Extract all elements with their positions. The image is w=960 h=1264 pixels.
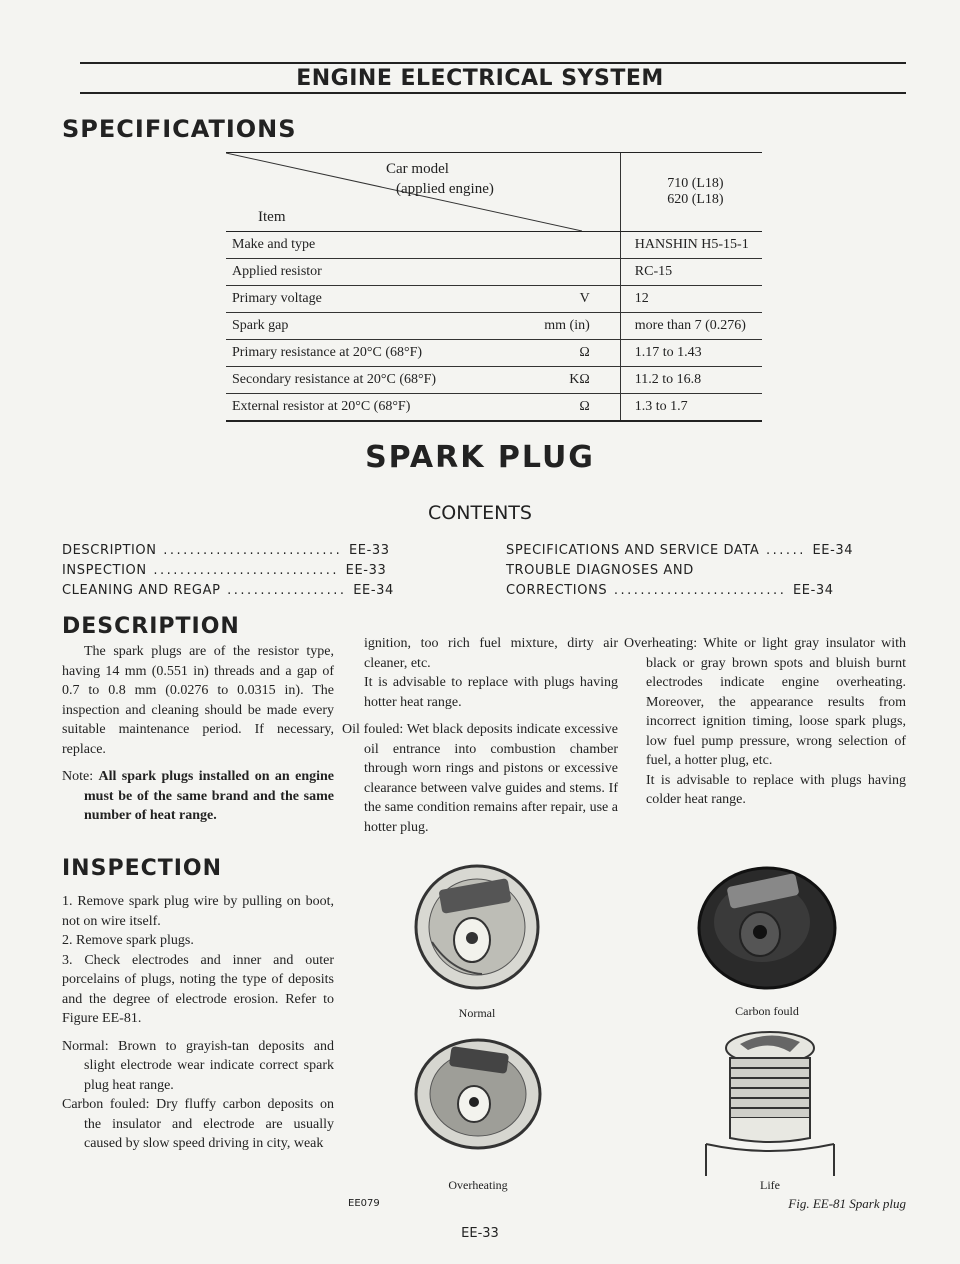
toc-label: CORRECTIONS: [506, 583, 608, 598]
table-row: [226, 286, 762, 313]
row-item: Make and type: [226, 232, 454, 259]
table-row: [226, 232, 762, 259]
row-item: Primary resistance at 20°C (68°F): [226, 340, 454, 367]
row-value: more than 7 (0.276): [620, 313, 762, 340]
right-column: [624, 634, 906, 818]
toc-page: EE-33: [345, 563, 387, 578]
row-unit: Ω: [454, 340, 621, 367]
description-body: The spark plugs are of the resistor type, having 14 mm (0.551 in) threads and a gap of 0.7 to 0.8 mm (0.0276 to 0.0315 in). The inspection and cleaning should be made every suitable maintenance period. If necessary, replace.: [62, 644, 334, 757]
section-title: SPARK PLUG: [365, 440, 595, 475]
row-unit: Ω: [454, 394, 621, 422]
toc-label: DESCRIPTION: [62, 543, 157, 558]
page-number: EE-33: [461, 1226, 499, 1241]
inspection-step: 1. Remove spark plug wire by pulling on boot, not on wire itself.: [62, 894, 334, 929]
inspection-step: 3. Check electrodes and inner and outer porcelains of plugs, noting the type of deposits and the degree of electrode erosion. Refer to Figure EE-81.: [62, 952, 334, 1026]
table-row: [226, 259, 762, 286]
note-label: Note:: [62, 769, 94, 784]
table-row: [226, 340, 762, 367]
toc-label: CLEANING AND REGAP: [62, 583, 221, 598]
description-column: [62, 642, 334, 834]
header-item: Item: [258, 209, 286, 225]
toc-entry[interactable]: INSPECTION ............................ EE-33: [62, 563, 387, 578]
overheating-advice: It is advisable to replace with plugs having colder heat range.: [646, 772, 906, 807]
table-row: [226, 367, 762, 394]
inspection-heading: INSPECTION: [62, 856, 223, 881]
toc-page: EE-34: [792, 583, 834, 598]
row-unit: [454, 259, 621, 286]
normal-plug-illustration: [412, 862, 542, 992]
toc-entry[interactable]: CLEANING AND REGAP .................. EE-34: [62, 583, 394, 598]
row-unit: V: [454, 286, 621, 313]
row-item: Spark gap: [226, 313, 454, 340]
row-unit: KΩ: [454, 367, 621, 394]
header-model-710: 710 (L18): [667, 176, 724, 191]
toc-entry[interactable]: [506, 563, 694, 578]
header-model-620: 620 (L18): [667, 192, 724, 207]
specifications-table: [226, 152, 762, 422]
figure-code: EE079: [348, 1198, 380, 1209]
figure-label-carbon-fould: Carbon fould: [735, 1004, 799, 1018]
row-unit: [454, 232, 621, 259]
figure-label-life: Life: [760, 1178, 780, 1192]
figure-caption: Fig. EE-81 Spark plug: [788, 1196, 906, 1211]
specifications-heading: SPECIFICATIONS: [62, 115, 297, 143]
toc-label: INSPECTION: [62, 563, 147, 578]
row-unit: mm (in): [454, 313, 621, 340]
toc-page: EE-33: [348, 543, 390, 558]
table-row: [226, 394, 762, 422]
chapter-title: ENGINE ELECTRICAL SYSTEM: [296, 66, 664, 91]
header-rule-bottom: [80, 92, 906, 94]
header-rule-top: [80, 62, 906, 64]
normal-text: Normal: Brown to grayish-tan deposits and slight electrode wear indicate correct spark plug heat range.: [62, 1038, 334, 1093]
table-row: [226, 313, 762, 340]
toc-page: EE-34: [812, 543, 854, 558]
row-value: 11.2 to 16.8: [620, 367, 762, 394]
description-heading: DESCRIPTION: [62, 614, 240, 639]
contents-title: CONTENTS: [428, 502, 532, 524]
row-value: 12: [620, 286, 762, 313]
row-item: Primary voltage: [226, 286, 454, 313]
row-value: 1.3 to 1.7: [620, 394, 762, 422]
figure-label-normal: Normal: [458, 1006, 496, 1020]
carbon-fouled-text: Carbon fouled: Dry fluffy carbon deposits on the insulator and electrode are usually caused by slow speed driving in city, weak: [62, 1097, 334, 1151]
header-applied-engine: (applied engine): [396, 181, 494, 197]
row-value: RC-15: [620, 259, 762, 286]
row-value: 1.17 to 1.43: [620, 340, 762, 367]
row-value: HANSHIN H5-15-1: [620, 232, 762, 259]
toc-entry[interactable]: DESCRIPTION ........................... EE-33: [62, 543, 390, 558]
overheating-plug-illustration: [410, 1034, 546, 1154]
row-item: Secondary resistance at 20°C (68°F): [226, 367, 454, 394]
toc-entry[interactable]: SPECIFICATIONS AND SERVICE DATA ...... EE-34: [506, 543, 854, 558]
header-car-model: Car model: [386, 161, 449, 177]
life-plug-illustration: [700, 1026, 840, 1176]
description-note: [62, 767, 334, 826]
inspection-column: [62, 892, 334, 1162]
carbon-fouled-advice: It is advisable to replace with plugs having hotter heat range.: [364, 675, 618, 710]
overheating-text: Overheating: White or light gray insulator with black or gray brown spots and bluish burnt electrodes indicate engine overheating. Moreover, the appearance results from incorrect ignition timing, loose spark plugs, low fuel pump pressure, wrong selection of fuel, a hotter plug, etc.: [624, 636, 906, 768]
carbon-fouled-plug-illustration: [692, 862, 842, 994]
toc-entry[interactable]: CORRECTIONS .......................... EE-34: [506, 583, 834, 598]
toc-label: TROUBLE DIAGNOSES AND: [506, 563, 694, 578]
figure-label-overheating: Overheating: [448, 1178, 508, 1192]
middle-column: [342, 634, 618, 845]
row-item: Applied resistor: [226, 259, 454, 286]
inspection-step: 2. Remove spark plugs.: [62, 933, 194, 948]
toc-label: SPECIFICATIONS AND SERVICE DATA: [506, 543, 760, 558]
carbon-fouled-continued: ignition, too rich fuel mixture, dirty air cleaner, etc.: [364, 636, 618, 671]
oil-fouled-text: Oil fouled: Wet black deposits indicate excessive oil entrance into combustion chamber through worn rings and pistons or excessive clearance between valve guides and stems. If the same condition remains after repair, use a hotter plug.: [342, 722, 618, 835]
toc-page: EE-34: [353, 583, 394, 598]
row-item: External resistor at 20°C (68°F): [226, 394, 454, 422]
note-text: All spark plugs installed on an engine must be of the same brand and the same number of heat range.: [84, 769, 335, 823]
